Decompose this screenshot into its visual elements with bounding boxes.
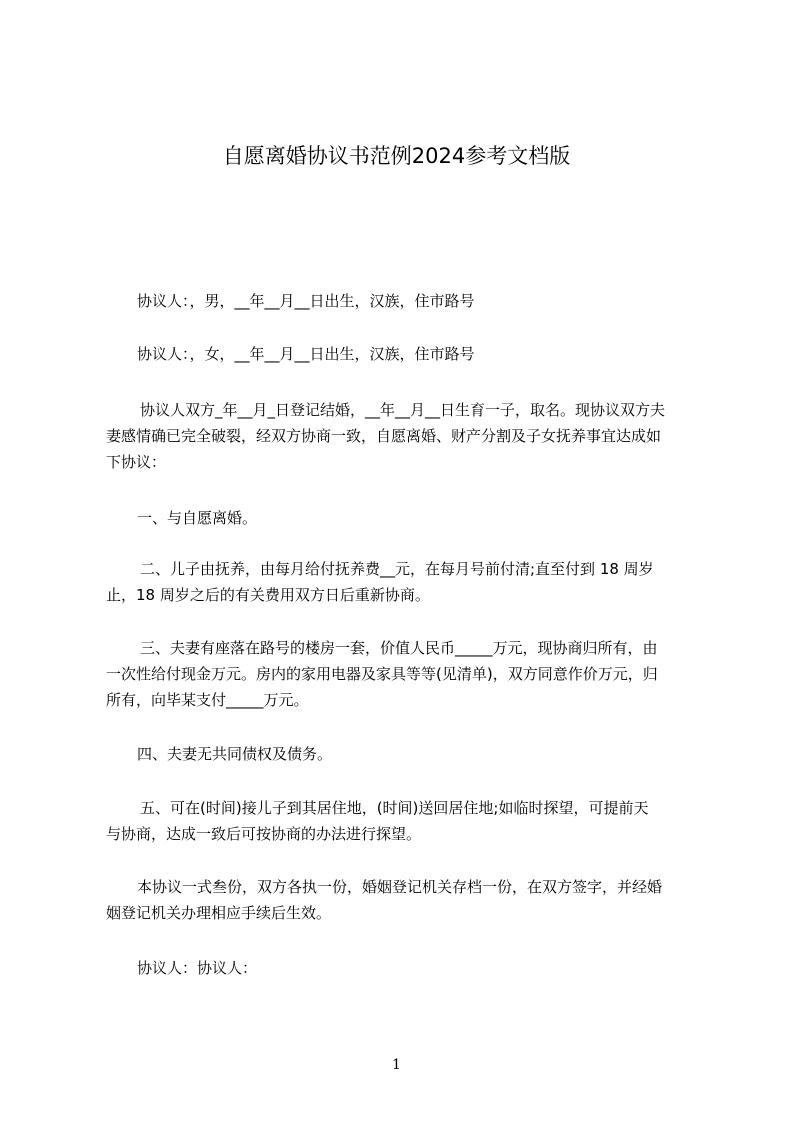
clause-4: 四、夫妻无共同债权及债务。 [137, 745, 333, 763]
party-1-line: 协议人：，男，__年__月__日出生，汉族，住市路号 [137, 292, 475, 310]
clause-3-line-3: 所有，向毕某支付_____万元。 [106, 691, 309, 709]
clause-6-line-2: 姻登记机关办理相应手续后生效。 [106, 904, 332, 922]
clause-2-line-1: 二、儿子由抚养，由每月给付抚养费__元，在每月号前付清;直至付到 18 周岁 [140, 560, 654, 578]
document-title: 自愿离婚协议书范例2024参考文档版 [222, 144, 571, 168]
intro-line-3: 下协议： [106, 453, 167, 471]
signature-line: 协议人：协议人： [137, 959, 258, 977]
clause-5-line-2: 与协商，达成一致后可按协商的办法进行探望。 [106, 825, 422, 843]
clause-6-line-1: 本协议一式叁份，双方各执一份，婚姻登记机关存档一份，在双方签字，并经婚 [137, 878, 663, 896]
clause-5-line-1: 五、可在(时间)接儿子到其居住地，(时间)送回居住地;如临时探望，可提前天 [140, 799, 649, 817]
clause-1: 一、与自愿离婚。 [137, 509, 258, 527]
party-2-line: 协议人：，女，__年__月__日出生，汉族，住市路号 [137, 345, 475, 363]
clause-2-line-2: 止，18 周岁之后的有关费用双方日后重新协商。 [106, 586, 430, 604]
intro-line-2: 妻感情确已完全破裂，经双方协商一致，自愿离婚、财产分割及子女抚养事宜达成如 [106, 427, 662, 445]
clause-3-line-1: 三、夫妻有座落在路号的楼房一套，价值人民币_____万元，现协商归所有，由 [140, 639, 658, 657]
intro-line-1: 协议人双方_年__月_日登记结婚，__年__月__日生育一子，取名。现协议双方夫 [140, 401, 666, 419]
page-number: 1 [392, 1057, 401, 1073]
clause-3-line-2: 一次性给付现金万元。房内的家用电器及家具等等(见清单)，双方同意作价万元，归 [106, 665, 658, 683]
